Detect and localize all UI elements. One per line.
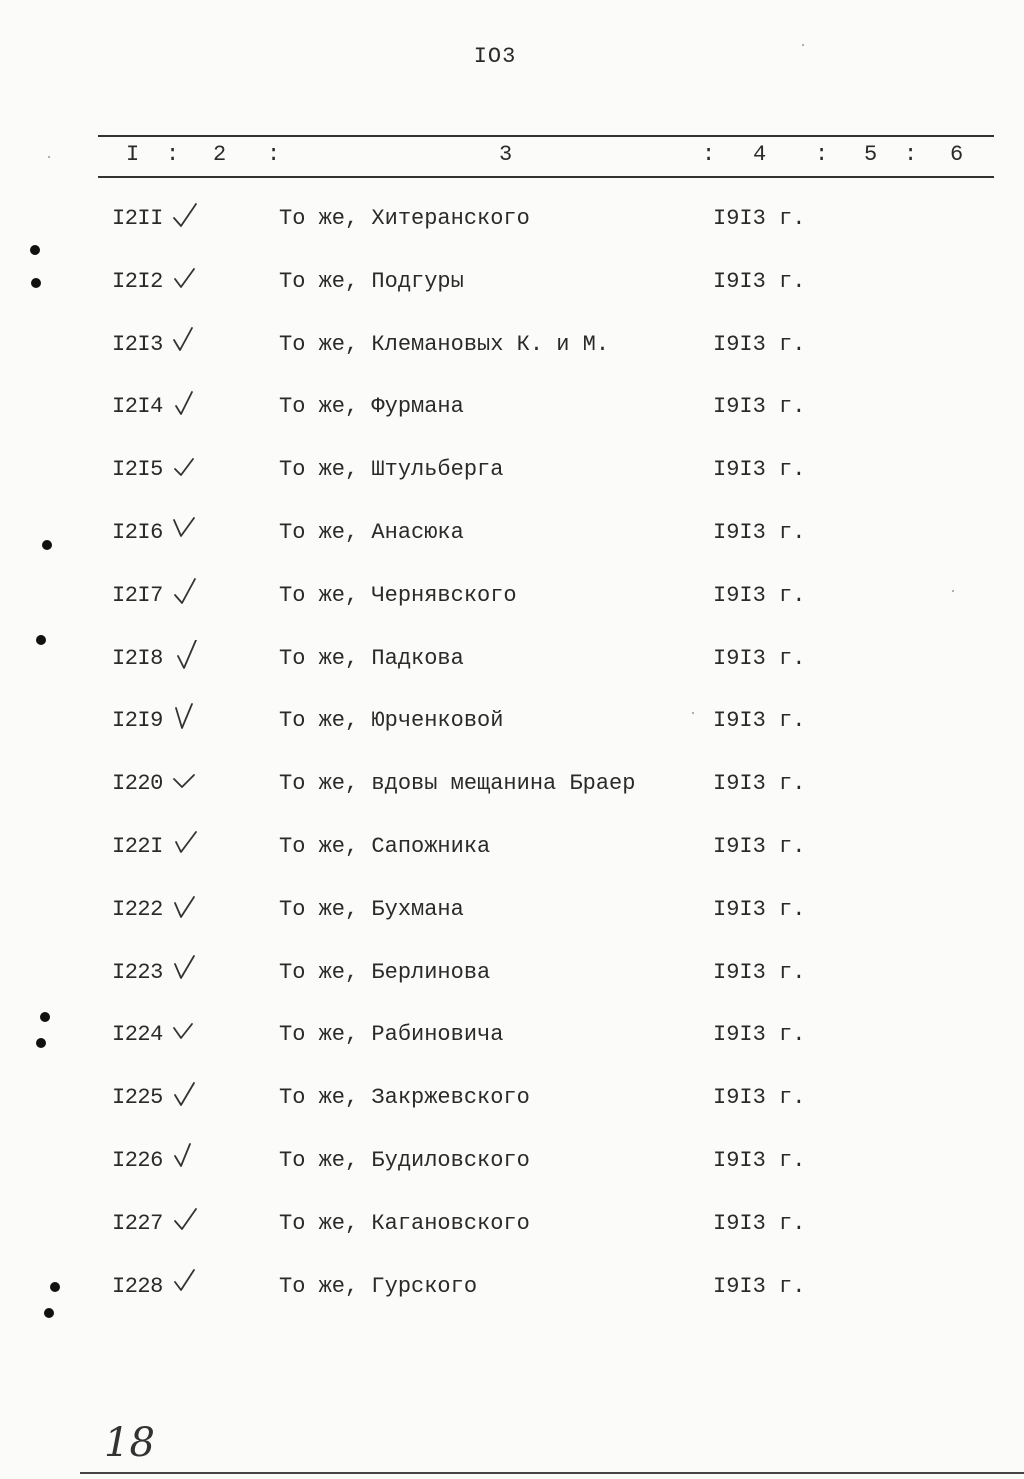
table-row	[0, 828, 1024, 891]
header-col-6: 6	[950, 142, 964, 167]
row-description: То же, Кагановского	[279, 1210, 530, 1236]
scan-dot	[42, 540, 52, 550]
checkmark-icon	[172, 514, 198, 544]
scan-dot	[36, 635, 46, 645]
row-description: То же, Хитеранского	[279, 206, 530, 231]
table-body	[0, 200, 1024, 1330]
table-row	[0, 702, 1024, 765]
page-number: IO3	[473, 44, 517, 69]
checkmark-icon	[172, 577, 198, 607]
row-description: То же, Сапожника	[279, 833, 491, 859]
scan-dot	[50, 1282, 60, 1292]
row-year: I9I3 г.	[713, 959, 806, 985]
row-description: То же, Юрченковой	[279, 708, 504, 734]
row-description: То же, Берлинова	[279, 959, 491, 985]
scan-speck	[692, 712, 694, 714]
checkmark-icon	[172, 954, 198, 984]
row-year: I9I3 г.	[713, 206, 806, 231]
row-description: То же, Фурмана	[279, 394, 464, 420]
row-year: I9I3 г.	[713, 833, 806, 859]
header-col-4: 4	[753, 142, 767, 167]
checkmark-icon	[172, 640, 198, 670]
scan-dot	[44, 1308, 54, 1318]
row-number: I220	[112, 771, 163, 797]
row-description: То же, Клемановых К. и М.	[279, 331, 610, 357]
scan-speck	[802, 44, 804, 46]
bottom-edge-rule	[80, 1472, 1024, 1474]
scan-speck	[48, 156, 50, 158]
header-sep-3: :	[702, 142, 716, 167]
row-number: I224	[112, 1022, 163, 1048]
row-description: То же, Закржевского	[279, 1085, 530, 1111]
table-row	[0, 200, 1024, 263]
table-row	[0, 1142, 1024, 1205]
row-year: I9I3 г.	[713, 582, 806, 608]
row-year: I9I3 г.	[713, 1273, 806, 1299]
row-year: I9I3 г.	[713, 1085, 806, 1111]
header-sep-4: :	[815, 142, 829, 167]
row-number: I2I3	[112, 331, 163, 357]
checkmark-icon	[172, 263, 198, 293]
row-number: I2I8	[112, 645, 163, 671]
row-description: То же, Бухмана	[279, 896, 464, 922]
row-description: То же, вдовы мещанина Браер	[279, 771, 636, 797]
row-year: I9I3 г.	[713, 268, 806, 294]
row-number: I228	[112, 1273, 163, 1299]
table-row	[0, 640, 1024, 703]
row-description: То же, Падкова	[279, 645, 464, 671]
row-description: То же, Чернявского	[279, 582, 517, 608]
header-col-5: 5	[864, 142, 878, 167]
table-row	[0, 263, 1024, 326]
table-row	[0, 954, 1024, 1017]
checkmark-icon	[172, 828, 198, 858]
checkmark-icon	[172, 765, 198, 795]
row-year: I9I3 г.	[713, 394, 806, 420]
header-col-2: 2	[213, 142, 227, 167]
row-year: I9I3 г.	[713, 1022, 806, 1048]
row-year: I9I3 г.	[713, 771, 806, 797]
table-row	[0, 1079, 1024, 1142]
row-number: I2I5	[112, 457, 163, 483]
row-year: I9I3 г.	[713, 708, 806, 734]
row-number: I2II	[112, 206, 163, 231]
checkmark-icon	[172, 1205, 198, 1235]
handwritten-note: 18	[104, 1420, 155, 1466]
row-number: I2I7	[112, 582, 163, 608]
table-row	[0, 1016, 1024, 1079]
table-header	[0, 142, 1024, 172]
scan-dot	[30, 245, 40, 255]
scan-dot	[40, 1012, 50, 1022]
table-row	[0, 577, 1024, 640]
scan-dot	[31, 278, 41, 288]
row-number: I2I9	[112, 708, 163, 734]
header-rule-bottom	[98, 176, 994, 178]
row-year: I9I3 г.	[713, 896, 806, 922]
row-description: То же, Анасюка	[279, 519, 464, 545]
table-row	[0, 891, 1024, 954]
checkmark-icon	[172, 1016, 198, 1046]
row-year: I9I3 г.	[713, 457, 806, 483]
row-description: То же, Гурского	[279, 1273, 478, 1299]
scan-dot	[36, 1038, 46, 1048]
row-number: I223	[112, 959, 163, 985]
table-row	[0, 1268, 1024, 1331]
row-description: То же, Будиловского	[279, 1147, 530, 1173]
checkmark-icon	[172, 702, 198, 732]
checkmark-icon	[172, 891, 198, 921]
checkmark-icon	[172, 1142, 198, 1172]
header-col-1: I	[126, 142, 140, 167]
table-row	[0, 326, 1024, 389]
checkmark-icon	[172, 1079, 198, 1109]
row-description: То же, Штульберга	[279, 457, 504, 483]
row-year: I9I3 г.	[713, 1210, 806, 1236]
table-row	[0, 388, 1024, 451]
row-number: I2I4	[112, 394, 163, 420]
header-col-3: 3	[499, 142, 513, 167]
header-sep-5: :	[904, 142, 918, 167]
checkmark-icon	[172, 388, 198, 418]
table-row	[0, 765, 1024, 828]
row-number: I226	[112, 1147, 163, 1173]
row-number: I2I2	[112, 268, 163, 294]
row-number: I2I6	[112, 519, 163, 545]
header-rule-top	[98, 135, 994, 137]
row-year: I9I3 г.	[713, 331, 806, 357]
row-year: I9I3 г.	[713, 519, 806, 545]
checkmark-icon	[172, 326, 198, 356]
table-row	[0, 514, 1024, 577]
row-year: I9I3 г.	[713, 645, 806, 671]
checkmark-icon	[172, 451, 198, 481]
header-sep-1: :	[166, 142, 180, 167]
header-sep-2: :	[267, 142, 281, 167]
checkmark-icon	[172, 1268, 198, 1298]
table-row	[0, 451, 1024, 514]
row-description: То же, Рабиновича	[279, 1022, 504, 1048]
table-row	[0, 1205, 1024, 1268]
row-year: I9I3 г.	[713, 1147, 806, 1173]
row-number: I22I	[112, 833, 163, 859]
row-description: То же, Подгуры	[279, 268, 464, 294]
scan-speck	[952, 590, 954, 592]
row-number: I227	[112, 1210, 163, 1236]
row-number: I225	[112, 1085, 163, 1111]
row-number: I222	[112, 896, 163, 922]
checkmark-icon	[172, 200, 198, 230]
